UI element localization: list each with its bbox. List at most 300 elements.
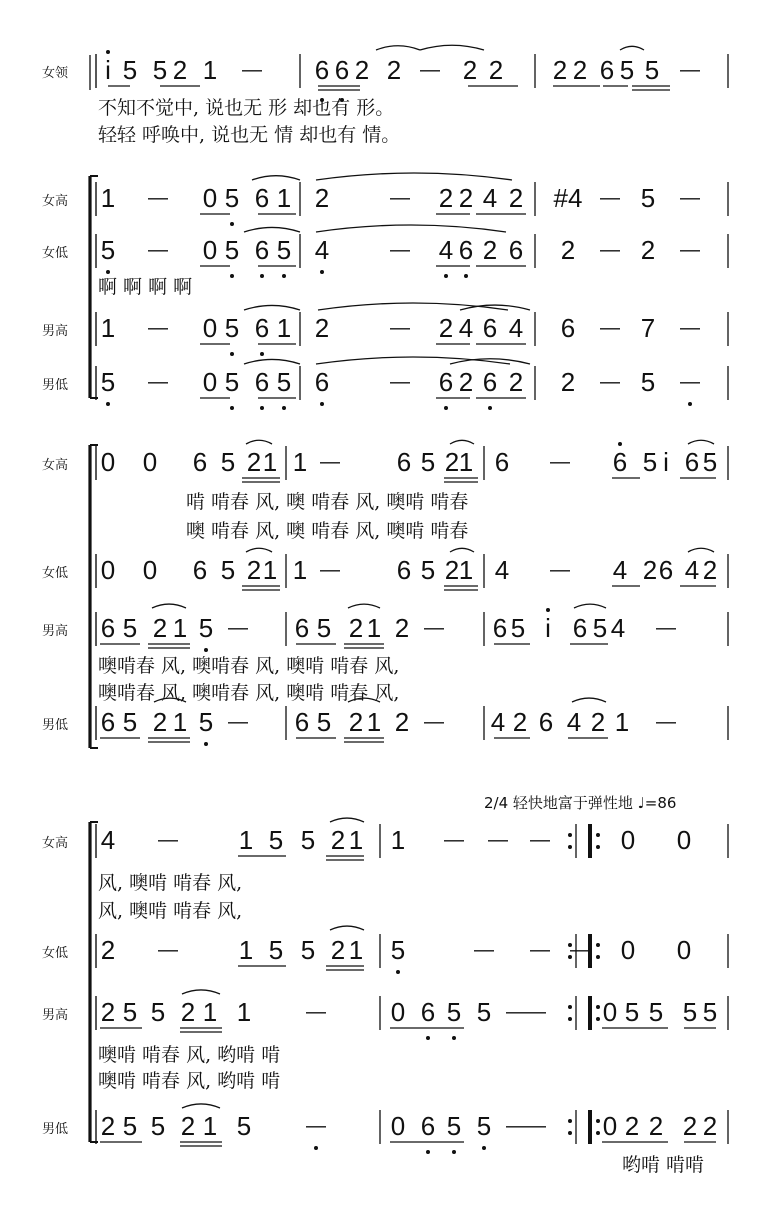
note-digit: — [680,371,700,393]
note-digit: 1 [172,613,188,643]
note-digit: 5 [150,997,166,1027]
octave-dot [106,50,110,54]
note-digit: — [424,711,444,733]
note-digit: 5 [220,555,236,585]
note-digit: 5 [150,1111,166,1141]
note-digit: 6 [538,707,554,737]
octave-dot [568,1005,572,1009]
note-digit: — [320,451,340,473]
note-digit: 2 [560,367,576,397]
note-digit: — [390,187,410,209]
note-digit: 1 [262,555,278,585]
octave-dot [596,1005,600,1009]
note-digit: 6 [492,613,508,643]
octave-dot [596,943,600,947]
octave-dot [230,406,234,410]
note-digit: 5 [476,1111,492,1141]
note-digit: 5 [702,447,718,477]
note-digit: 2 [348,707,364,737]
note-digit: 5 [198,613,214,643]
note-digit: 6 [458,235,474,265]
slur-mark [244,359,300,364]
note-digit: 6 [254,313,270,343]
note-digit: 2 [394,613,410,643]
note-digit: 5 [152,55,168,85]
note-digit: — [530,829,550,851]
note-digit: — [306,1001,326,1023]
note-digit: #4 [553,183,583,213]
note-digit: — [600,239,620,261]
note-digit: 0 [142,447,158,477]
note-digit: 0 [602,997,618,1027]
note-digit: 4 [610,613,626,643]
note-digit: 0 [620,935,636,965]
note-digit: 1 [238,935,254,965]
note-digit: 2 [444,447,460,477]
note-digit: 5 [640,367,656,397]
note-digit: 5 [100,235,116,265]
note-digit: 4 [612,555,628,585]
note-digit: 0 [602,1111,618,1141]
note-digit: — [148,187,168,209]
octave-dot [568,1017,572,1021]
octave-dot [482,1146,486,1150]
note-digit: — [158,829,178,851]
note-digit: 2 [508,183,524,213]
note-digit: 2 [172,55,188,85]
note-digit: 1 [366,613,382,643]
note-digit: 4 [566,707,582,737]
note-digit: 4 [490,707,506,737]
note-digit: 5 [316,707,332,737]
note-digit: 6 [560,313,576,343]
slur-mark [420,45,484,50]
note-digit: 2 [640,235,656,265]
note-digit: 6 [420,997,436,1027]
note-digit: 2 [458,183,474,213]
octave-dot [546,608,550,612]
note-digit: 1 [100,313,116,343]
note-digit: i [545,613,551,643]
note-digit: 5 [316,613,332,643]
note-digit: 2 [624,1111,640,1141]
note-digit: 5 [268,825,284,855]
part-label: 女高 [42,458,69,473]
note-digit: 2 [444,555,460,585]
note-digit: 1 [292,447,308,477]
slur-mark [450,548,474,552]
octave-dot [204,742,208,746]
octave-dot [444,406,448,410]
note-digit: 2 [458,367,474,397]
note-digit: — [474,939,494,961]
note-digit: 5 [446,997,462,1027]
note-digit: 2 [590,707,606,737]
note-digit: 2 [180,1111,196,1141]
note-digit: 5 [122,55,138,85]
octave-dot [464,274,468,278]
note-digit: 5 [276,367,292,397]
slur-mark [620,46,644,50]
note-digit: 6 [192,447,208,477]
octave-dot [568,1131,572,1135]
octave-dot [568,845,572,849]
note-digit: 5 [236,1111,252,1141]
note-digit: 6 [254,183,270,213]
note-digit: — [148,317,168,339]
note-digit: 0 [142,555,158,585]
note-digit: 6 [314,55,330,85]
octave-dot [282,406,286,410]
note-digit: — [680,59,700,81]
octave-dot [282,274,286,278]
octave-dot [596,1119,600,1123]
note-digit: 2 [702,555,718,585]
note-digit: 1 [348,935,364,965]
octave-dot [106,402,110,406]
note-digit: 1 [458,447,474,477]
note-digit: — [390,239,410,261]
note-digit: — [600,371,620,393]
octave-dot [596,833,600,837]
lyric-line: 噢啃春 风, 噢啃春 风, 噢啃 啃春 风, [98,655,400,677]
slur-mark [246,440,272,444]
note-digit: — [656,711,676,733]
lyric-line: 噢啃春 风, 噢啃春 风, 噢啃 啃春 风, [98,682,400,704]
note-digit: 6 [396,555,412,585]
note-digit: i [663,447,669,477]
note-digit: 2 [682,1111,698,1141]
note-digit: — [228,617,248,639]
slur-mark [688,548,714,552]
note-digit: 2 [314,183,330,213]
note-digit: 6 [612,447,628,477]
note-digit: 6 [494,447,510,477]
octave-dot [596,1017,600,1021]
note-digit: 1 [276,183,292,213]
note-digit: 5 [224,367,240,397]
note-digit: 4 [494,555,510,585]
note-digit: 0 [202,313,218,343]
note-digit: — [148,239,168,261]
part-label: 男高 [42,324,69,339]
note-digit: 2 [152,707,168,737]
note-digit: 2 [330,935,346,965]
note-digit: 2 [100,1111,116,1141]
part-label: 女低 [42,246,69,261]
note-digit: 2 [560,235,576,265]
note-digit: 5 [224,235,240,265]
note-digit: 0 [202,183,218,213]
note-digit: 2 [330,825,346,855]
lyric-line: 哟啃 啃啃 [622,1154,705,1176]
octave-dot [396,970,400,974]
note-digit: 0 [676,935,692,965]
note-digit: — [444,829,464,851]
note-digit: 5 [268,935,284,965]
note-digit: 5 [122,707,138,737]
note-digit: 2 [394,707,410,737]
note-digit: 4 [458,313,474,343]
octave-dot [596,845,600,849]
note-digit: 6 [599,55,615,85]
lyric-line: 噢 啃春 风, 噢 啃春 风, 噢啃 啃春 [186,520,469,542]
note-digit: — [530,939,550,961]
note-digit: 1 [348,825,364,855]
note-digit: 6 [334,55,350,85]
note-digit: 6 [420,1111,436,1141]
note-digit: — [420,59,440,81]
note-digit: 6 [254,367,270,397]
note-digit: — [390,317,410,339]
note-digit: — [390,371,410,393]
octave-dot [596,955,600,959]
note-digit: 6 [482,313,498,343]
note-digit: 1 [614,707,630,737]
slur-mark [330,818,364,822]
note-digit: 5 [702,997,718,1027]
note-digit: 0 [390,1111,406,1141]
note-digit: 5 [510,613,526,643]
note-digit: — [424,617,444,639]
part-label: 女低 [42,566,69,581]
note-digit: 5 [640,183,656,213]
note-digit: 2 [100,997,116,1027]
slur-mark [182,990,220,994]
part-label: 女高 [42,194,69,209]
note-digit: 5 [276,235,292,265]
note-digit: 5 [624,997,640,1027]
note-digit: — [320,559,340,581]
part-label: 男高 [42,1008,69,1023]
note-digit: 5 [122,1111,138,1141]
octave-dot [320,270,324,274]
note-digit: 0 [202,235,218,265]
part-label: 男低 [42,378,69,393]
note-digit: 6 [438,367,454,397]
note-digit: — [600,317,620,339]
note-digit: 2 [152,613,168,643]
slur-mark [244,305,300,310]
octave-dot [452,1036,456,1040]
note-digit: 2 [648,1111,664,1141]
lyric-line: 不知不觉中, 说也无 形 却也有 形。 [98,97,395,119]
octave-dot [426,1150,430,1154]
note-digit: — [506,1001,526,1023]
note-digit: 2 [180,997,196,1027]
note-digit: i [105,55,111,85]
slur-mark [572,698,606,702]
note-digit: 2 [314,313,330,343]
note-digit: 5 [100,367,116,397]
note-digit: 5 [122,997,138,1027]
octave-dot [320,402,324,406]
octave-dot [426,1036,430,1040]
note-digit: 5 [224,313,240,343]
note-digit: 5 [642,447,658,477]
note-digit: 5 [224,183,240,213]
note-digit: 5 [619,55,635,85]
note-digit: 1 [238,825,254,855]
note-digit: 2 [482,235,498,265]
note-digit: 2 [246,555,262,585]
note-digit: 5 [476,997,492,1027]
note-digit: 5 [682,997,698,1027]
note-digit: 5 [300,935,316,965]
note-digit: 6 [658,555,674,585]
note-digit: 5 [390,935,406,965]
slur-mark [152,604,186,608]
note-digit: 6 [314,367,330,397]
note-digit: 0 [676,825,692,855]
note-digit: 0 [202,367,218,397]
octave-dot [260,274,264,278]
slur-mark [182,1104,220,1108]
note-digit: — [550,451,570,473]
note-digit: 5 [420,447,436,477]
note-digit: 1 [366,707,382,737]
slur-mark [688,440,714,444]
note-digit: 6 [100,707,116,737]
note-digit: 5 [446,1111,462,1141]
note-digit: 4 [508,313,524,343]
octave-dot [230,222,234,226]
note-digit: 2 [488,55,504,85]
note-digit: 2 [642,555,658,585]
note-digit: 1 [276,313,292,343]
slur-mark [246,548,272,552]
note-digit: 2 [572,55,588,85]
note-digit: 1 [202,997,218,1027]
note-digit: 1 [100,183,116,213]
slur-mark [244,227,300,232]
note-digit: 1 [202,1111,218,1141]
note-digit: 5 [198,707,214,737]
note-digit: 0 [100,447,116,477]
note-digit: 5 [592,613,608,643]
note-digit: 7 [640,313,656,343]
lyric-line: 啃 啃春 风, 噢 啃春 风, 噢啃 啃春 [186,491,469,513]
note-digit: 1 [236,997,252,1027]
note-digit: — [680,239,700,261]
note-digit: 4 [438,235,454,265]
note-digit: 2 [438,183,454,213]
note-digit: 5 [122,613,138,643]
slur-mark [252,176,300,180]
note-digit: 6 [684,447,700,477]
note-digit: 6 [192,555,208,585]
note-digit: 4 [482,183,498,213]
note-digit: 2 [508,367,524,397]
part-label: 男高 [42,624,69,639]
part-label: 女领 [42,66,69,81]
note-digit: — [526,1001,546,1023]
note-digit: 6 [572,613,588,643]
note-digit: — [242,59,262,81]
note-digit: — [228,711,248,733]
octave-dot [452,1150,456,1154]
note-digit: 2 [552,55,568,85]
lyric-line: 啊 啊 啊 啊 [98,276,193,298]
note-digit: 6 [294,613,310,643]
octave-dot [488,406,492,410]
part-label: 男低 [42,718,69,733]
lyric-line: 噢啃 啃春 风, 哟啃 啃 [98,1044,281,1066]
note-digit: 5 [644,55,660,85]
note-digit: 2 [100,935,116,965]
slur-mark [316,173,512,180]
lyric-line: 噢啃 啃春 风, 哟啃 啃 [98,1070,281,1092]
note-digit: 2 [386,55,402,85]
octave-dot [230,274,234,278]
note-digit: — [148,371,168,393]
slur-mark [330,926,364,930]
note-digit: — [570,939,590,961]
note-digit: — [526,1115,546,1137]
octave-dot [260,352,264,356]
note-digit: 1 [458,555,474,585]
note-digit: 6 [508,235,524,265]
note-digit: 6 [294,707,310,737]
part-label: 女高 [42,836,69,851]
note-digit: 6 [254,235,270,265]
lyric-line: 风, 噢啃 啃春 风, [98,900,243,922]
octave-dot [314,1146,318,1150]
octave-dot [568,1119,572,1123]
note-digit: 0 [390,997,406,1027]
note-digit: — [656,617,676,639]
octave-dot [618,442,622,446]
slur-mark [376,46,420,50]
part-label: 男低 [42,1122,69,1137]
octave-dot [688,402,692,406]
slur-mark [348,604,380,608]
note-digit: 4 [100,825,116,855]
note-digit: — [306,1115,326,1137]
note-digit: 0 [100,555,116,585]
octave-dot [230,352,234,356]
note-digit: 1 [390,825,406,855]
note-digit: 0 [620,825,636,855]
note-digit: 2 [512,707,528,737]
octave-dot [444,274,448,278]
note-digit: 1 [262,447,278,477]
note-digit: 4 [684,555,700,585]
octave-dot [260,406,264,410]
slur-mark [574,604,606,608]
note-digit: 1 [202,55,218,85]
note-digit: 5 [420,555,436,585]
lyric-line: 风, 噢啃 啃春 风, [98,872,243,894]
note-digit: — [158,939,178,961]
octave-dot [596,1131,600,1135]
note-digit: 4 [314,235,330,265]
note-digit: — [680,317,700,339]
note-digit: 2 [354,55,370,85]
slur-mark [450,440,474,444]
note-digit: 1 [172,707,188,737]
slur-mark [316,225,506,232]
note-digit: 5 [648,997,664,1027]
note-digit: — [680,187,700,209]
note-digit: 2 [348,613,364,643]
note-digit: 5 [220,447,236,477]
part-label: 女低 [42,946,69,961]
note-digit: 2 [246,447,262,477]
note-digit: — [506,1115,526,1137]
tempo-marking: 2/4 轻快地富于弹性地 ♩=86 [484,794,677,812]
note-digit: 6 [100,613,116,643]
